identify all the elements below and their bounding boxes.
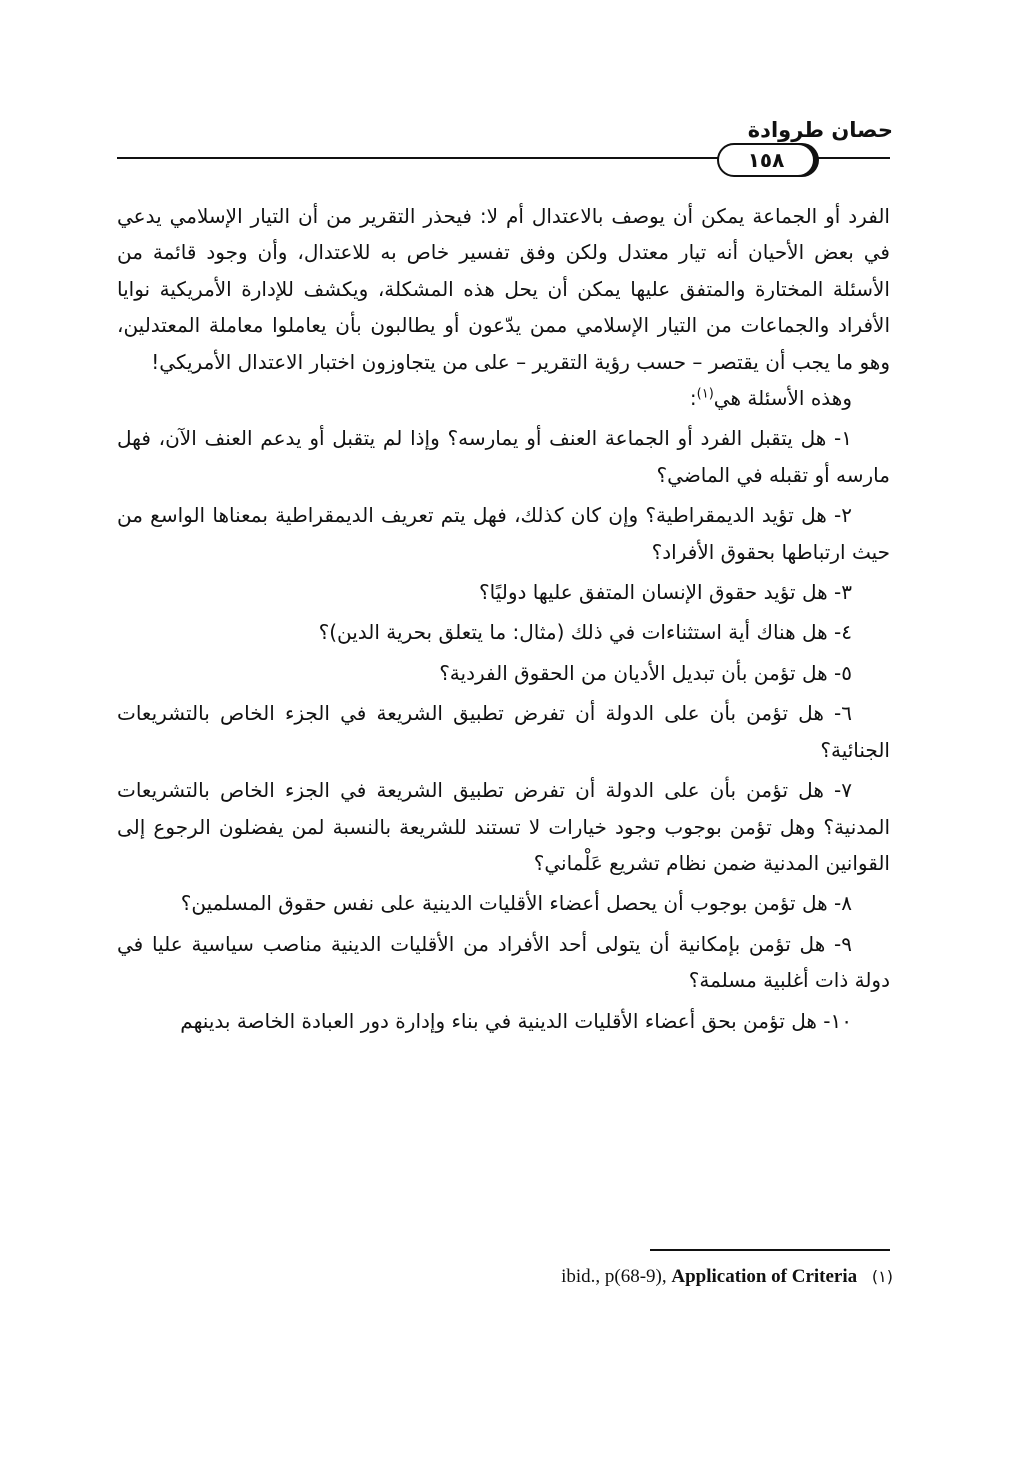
question-item: ٩- هل تؤمن بإمكانية أن يتولى أحد الأفراد من الأقليات الدينية مناصب سياسية عليا في دولة ذات أغلبية مسلمة؟ bbox=[117, 931, 890, 993]
footnote-number: (١) bbox=[871, 1267, 893, 1286]
question-item: ١- هل يتقبل الفرد أو الجماعة العنف أو يمارسه؟ وإذا لم يتقبل أو يدعم العنف الآن، فهل مارسه أو تقبله في الماضي؟ bbox=[117, 426, 890, 487]
question-item: ٤- هل هناك أية استثناءات في ذلك (مثال: ما يتعلق بحرية الدين)؟ bbox=[318, 620, 852, 645]
running-title: حصان طروادة bbox=[747, 118, 893, 142]
body-text bbox=[117, 198, 890, 1039]
question-item: ١٠- هل تؤمن بحق أعضاء الأقليات الدينية في بناء وإدارة دور العبادة الخاصة بدينهم bbox=[180, 1008, 852, 1033]
question-item: ٢- هل تؤيد الديمقراطية؟ وإن كان كذلك، فهل يتم تعريف الديمقراطية بمعناها الواسع من حيث ارتباطها بحقوق الأفراد؟ bbox=[117, 503, 890, 564]
question-item: ٣- هل تؤيد حقوق الإنسان المتفق عليها دوليًا؟ bbox=[479, 580, 852, 605]
question-item: ٦- هل تؤمن بأن على الدولة أن تفرض تطبيق الشريعة في الجزء الخاص بالتشريعات الجنائية؟ bbox=[117, 701, 890, 762]
questions-lead bbox=[117, 380, 890, 416]
question-item: ٧- هل تؤمن بأن على الدولة أن تفرض تطبيق الشريعة في الجزء الخاص بالتشريعات المدنية؟ وهل تؤمن بوجوب وجود خيارات لا تستند للشريعة بالنسبة لمن يفضلون الرجوع إلى القوانين المدنية ضمن نظام تشريع عَلْماني؟ bbox=[117, 778, 890, 875]
questions-lead-text: وهذه الأسئلة هي bbox=[713, 386, 852, 411]
questions-lead-colon: : bbox=[689, 386, 697, 411]
intro-paragraph: الفرد أو الجماعة يمكن أن يوصف بالاعتدال أم لا: فيحذر التقرير من أن التيار الإسلامي يدعي في بعض الأحيان أنه تيار معتدل ولكن وفق تفسير خاص به للاعتدال، وأن وجود قائمة من الأسئلة المختارة والمتفق عليها يمكن أن يحل هذه المشكلة، ويكشف للإدارة الأمريكية نوايا الأفراد والجماعات من التيار الإسلامي ممن يدّعون أو يطالبون بأن يعاملوا معاملة المعتدلين، وهو ما يجب أن يقتصر – حسب رؤية التقرير – على من يتجاوزون اختبار الاعتدال الأمريكي! bbox=[117, 204, 890, 374]
footnote-rule bbox=[650, 1249, 890, 1251]
footnote bbox=[561, 1266, 893, 1288]
footnote-title: Application of Criteria bbox=[671, 1266, 858, 1287]
footnote-source: ibid., p(68-9), bbox=[561, 1266, 667, 1287]
question-item: ٥- هل تؤمن بأن تبديل الأديان من الحقوق الفردية؟ bbox=[439, 660, 852, 685]
page-number: ١٥٨ bbox=[717, 143, 815, 177]
footnote-ref: (١) bbox=[696, 386, 714, 402]
question-item: ٨- هل تؤمن بوجوب أن يحصل أعضاء الأقليات الدينية على نفس حقوق المسلمين؟ bbox=[180, 891, 852, 916]
